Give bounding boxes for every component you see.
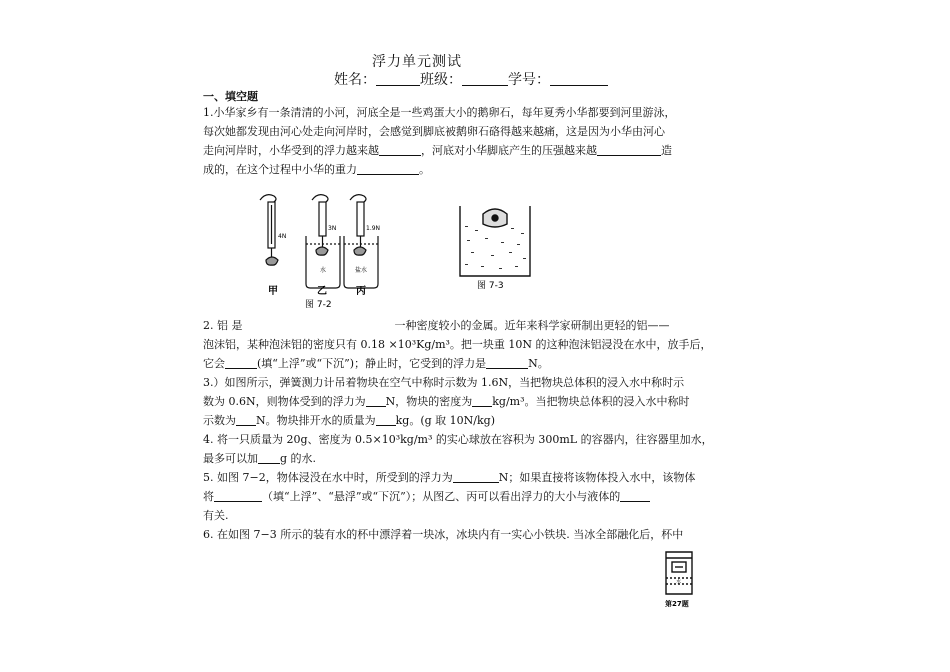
q1-text-c: 造 <box>661 144 672 157</box>
scale-bing-icon <box>357 202 364 236</box>
label-water-27: 水 <box>676 579 682 585</box>
page-title: 浮力单元测试 <box>372 54 462 70</box>
q3-text-e: N。物块排开水的质量为 <box>256 414 376 427</box>
q3-text-f: kg。(g 取 10N/kg) <box>395 414 495 427</box>
question-6 <box>203 525 711 544</box>
q1-line-2: 每次她都发现由河心处走向河岸时，会感觉到脚底被鹅卵石硌得越来越痛，这是因为小华由河心 <box>203 125 665 138</box>
scale-yi-icon <box>319 202 326 236</box>
student-info-line <box>334 69 608 89</box>
question-5 <box>203 468 711 525</box>
q3-text-b: N，物块的密度为 <box>385 395 473 408</box>
label-salt-water: 盐水 <box>355 267 368 274</box>
q3-line-1: 3.）如图所示，弹簧测力计吊着物块在空气中称时示数为 1.6N，当把物块总体积的浸入水中称时示 <box>203 376 685 389</box>
q3-text-c: kg/m³。当把物块总体积的浸入水中称时 <box>492 395 690 408</box>
q3-blank-2 <box>472 394 492 407</box>
q2-blank-2 <box>486 356 528 369</box>
q4-line-1: 4. 将一只质量为 20g、密度为 0.5×10³kg/m³ 的实心球放在容积为 300mL 的容器内，往容器里加水， <box>203 433 713 446</box>
q5-blank-2 <box>214 489 262 502</box>
figure-7-2 <box>250 190 400 312</box>
question-2 <box>203 316 711 373</box>
q1-blank-3 <box>357 162 419 175</box>
q2-text-c: 它会 <box>203 357 225 370</box>
q2-line-2: 泡沫铝，某种泡沫铝的密度只有 0.18 ×10³Kg/m³。把一块重 10N 的这种泡沫铝浸没在水中，放手后， <box>203 338 712 351</box>
label-bing: 丙 <box>356 286 366 297</box>
question-1 <box>203 103 711 179</box>
q5-line-2 <box>203 487 711 506</box>
q2-text-d: (填“上浮”或“下沉”)；静止时，它受到的浮力是 <box>257 357 487 370</box>
q5-text-d: （填“上浮”、“悬浮”或“下沉”）；从图乙、丙可以看出浮力的大小与液体的 <box>262 490 621 503</box>
label-jia: 甲 <box>268 286 278 297</box>
q3-text-d: 示数为 <box>203 414 236 427</box>
q3-blank-1 <box>366 394 386 407</box>
id-label: 学号： <box>508 72 550 88</box>
q3-text-a: 数为 0.6N，则物体受到的浮力为 <box>203 395 366 408</box>
q1-blank-1 <box>379 143 421 156</box>
q4-blank-1 <box>258 451 280 464</box>
name-label: 姓名： <box>334 72 376 88</box>
class-blank <box>462 71 508 86</box>
label-water: 水 <box>320 267 327 274</box>
q2-text-e: N。 <box>528 357 549 370</box>
q5-text-b: N；如果直接将该物体投入水中，该物体 <box>498 471 696 484</box>
figure-7-3 <box>455 200 535 292</box>
q5-text-a: 5. 如图 7−2，物体浸没在水中时，所受到的浮力为 <box>203 471 453 484</box>
q6-line-1: 6. 在如图 7−3 所示的装有水的杯中漂浮着一块冰，冰块内有一实心小铁块. 当冰全部融化后，杯中 <box>203 528 684 541</box>
name-blank <box>376 71 420 86</box>
q2-line-1 <box>203 316 711 335</box>
hand-jia-icon <box>260 195 276 202</box>
q4-text-b: g 的水. <box>280 452 317 465</box>
q3-blank-4 <box>376 413 396 426</box>
q5-line-3: 有关. <box>203 509 229 522</box>
iron-icon <box>492 215 498 221</box>
q5-blank-3 <box>620 489 650 502</box>
reading-jia: 4N <box>278 233 287 240</box>
reading-yi: 3N <box>328 225 337 232</box>
q4-line-2 <box>203 449 711 468</box>
class-label: 班级： <box>420 72 462 88</box>
object-jia-icon <box>266 257 278 265</box>
q1-line-1: 1.小华家乡有一条清清的小河，河底全是一些鸡蛋大小的鹅卵石，每年夏秀小华都要到河里游泳， <box>203 106 676 119</box>
question-3 <box>203 373 711 430</box>
q2-line-3 <box>203 354 711 373</box>
q1-text-d: 成的，在这个过程中小华的重力 <box>203 163 357 176</box>
question-4 <box>203 430 711 468</box>
q4-text-a: 最多可以加 <box>203 452 258 465</box>
figure-27 <box>662 548 702 610</box>
q3-line-2 <box>203 392 711 411</box>
q2-blank-1 <box>225 356 257 369</box>
fig73-caption: 图 7-3 <box>477 281 504 291</box>
q2-text-a: 2. 铝 是 <box>203 319 243 332</box>
q1-blank-2 <box>597 143 661 156</box>
section-title: 一、填空题 <box>203 90 258 103</box>
q1-text-b: ，河底对小华脚底产生的压强越来越 <box>421 144 597 157</box>
label-yi: 乙 <box>317 286 327 297</box>
fig72-caption: 图 7-2 <box>305 300 332 310</box>
q1-line-3 <box>203 141 711 160</box>
q5-blank-1 <box>453 470 499 483</box>
q1-line-4 <box>203 160 711 179</box>
q1-text-a: 走向河岸时，小华受到的浮力越来越 <box>203 144 379 157</box>
fig27-caption: 第27题 <box>665 600 689 608</box>
q1-text-e: 。 <box>419 163 430 176</box>
q5-line-1 <box>203 468 711 487</box>
q3-line-3 <box>203 411 711 430</box>
q3-blank-3 <box>236 413 256 426</box>
q2-text-b: 一种密度较小的金属。近年来科学家研制出更轻的铝—— <box>394 319 670 332</box>
reading-bing: 1.9N <box>366 225 381 232</box>
q5-text-c: 将 <box>203 490 214 503</box>
id-blank <box>550 71 608 86</box>
